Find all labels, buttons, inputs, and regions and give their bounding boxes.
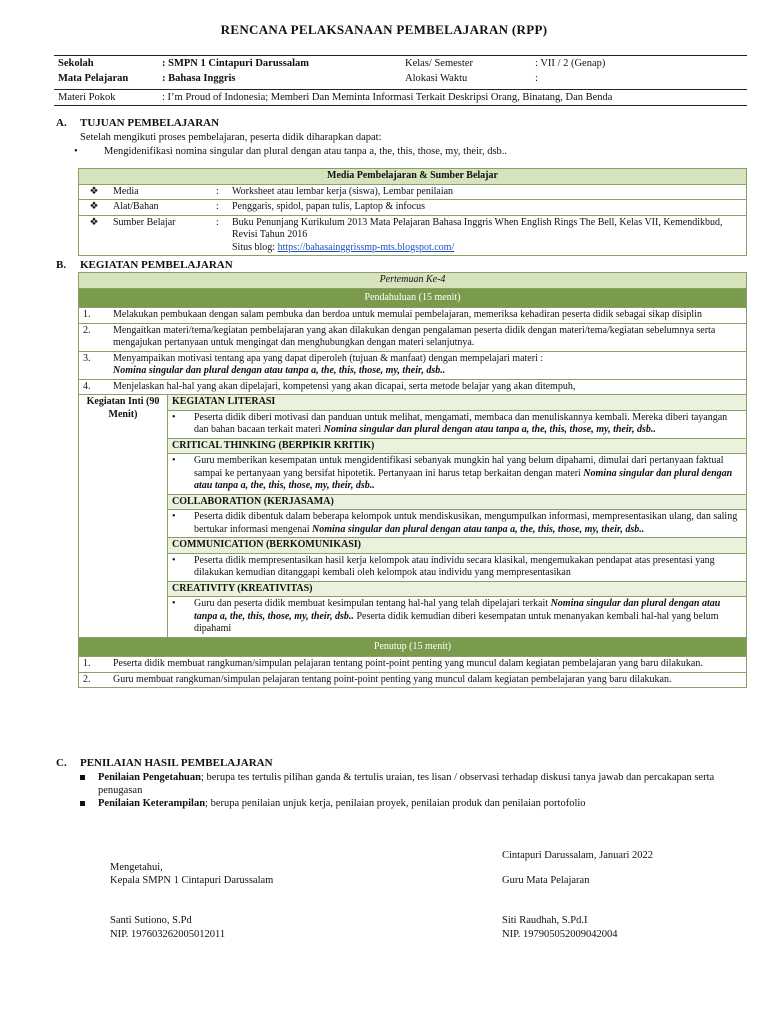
list-text: Menjelaskan hal-hal yang akan dipelajari, kompetensi yang akan dicapai, serta metode belajar yang akan ditempuh, [113, 380, 576, 392]
section-c-heading [56, 757, 273, 771]
mengetahui-label: Mengetahui, [110, 862, 163, 873]
collaboration-bold: Nomina singular dan plural dengan atau tanpa a, the, this, those, my, their, dsb.. [312, 523, 645, 535]
list-text-bold: Nomina singular dan plural dengan atau tanpa a, the, this, those, my, their, dsb.. [113, 365, 446, 376]
kegiatan-inti-label: Kegiatan Inti (90 Menit) [79, 395, 168, 638]
guru-nip: NIP. 197905052009042004 [502, 929, 618, 940]
identity-table [54, 55, 747, 86]
literasi-bold: Nomina singular dan plural dengan atau tanpa a, the, this, those, my, their, dsb.. [323, 424, 656, 435]
intro-list [79, 308, 747, 395]
media-row-value: Worksheet atau lembar kerja (siswa), Lembar penilaian [228, 184, 747, 200]
list-number: 2. [79, 323, 109, 351]
sumber-row-value [228, 215, 747, 256]
sekolah-value: : SMPN 1 Cintapuri Darussalam [162, 58, 310, 69]
bullet-icon: • [172, 455, 176, 466]
square-bullet-icon [80, 775, 85, 780]
bullet-icon: • [172, 554, 176, 566]
list-text [109, 351, 746, 379]
square-bullet-icon [80, 801, 85, 806]
list-number: 1. [79, 657, 109, 672]
diamond-bullet-icon: ❖ [79, 184, 110, 200]
media-row [79, 184, 747, 200]
blog-prefix: Situs blog: [232, 241, 278, 253]
kepala-nip: NIP. 197603262005012011 [110, 929, 226, 940]
section-b-title: KEGIATAN PEMBELAJARAN [80, 259, 233, 271]
list-text: Guru membuat rangkuman/simpulan pelajaran tentang point-point penting yang muncul dalam kegiatan pembelajaran yang baru dilakukan. [113, 673, 672, 685]
kepala-title: Kepala SMPN 1 Cintapuri Darussalam [110, 875, 274, 886]
document-title: RENCANA PELAKSANAAN PEMBELAJARAN (RPP) [220, 22, 548, 37]
creativity-tail: Peserta didik kemudian diberi kesempatan untuk menanyakan kembali hal-hal yang belum dipahami [194, 610, 719, 634]
section-a-intro: Setelah mengikuti proses pembelajaran, peserta didik diharapkan dapat: [80, 132, 382, 143]
sumber-text: Buku Penunjang Kurikulum 2013 Mata Pelajaran Bahasa Inggris When English Rings The Bell, Kelas VII, Kemendikbud, Revisi Tahun 2016 [232, 216, 723, 240]
penutup-header: Penutup (15 menit) [79, 637, 747, 657]
media-row-colon: : [212, 184, 228, 200]
list-item [79, 308, 746, 323]
alat-row-label: Alat/Bahan [109, 200, 212, 216]
alat-row-value: Penggaris, spidol, papan tulis, Laptop & infocus [228, 200, 747, 216]
penilaian-pengetahuan-text: ; berupa tes tertulis pilihan ganda & tertulis uraian, tes lisan / observasi terhadap diskusi tanya jawab dan percakapan serta penugasan [98, 772, 715, 797]
critical-bold: Nomina singular dan plural dengan atau tanpa a, the, this, those, my, their, dsb.. [194, 467, 733, 491]
kegiatan-table [78, 272, 747, 688]
list-item [79, 379, 746, 394]
inti-blocks [168, 395, 747, 638]
list-number: 2. [83, 673, 91, 685]
section-a-title: TUJUAN PEMBELAJARAN [80, 117, 220, 129]
creativity-bold: Nomina singular dan plural dengan atau tanpa a, the, this, those, my, their, dsb.. [194, 598, 721, 622]
diamond-bullet-icon: ❖ [79, 215, 110, 256]
alat-row-colon: : [212, 200, 228, 216]
penilaian-keterampilan-text: ; berupa penilaian unjuk kerja, penilaian proyek, penilaian produk dan penilaian portofolio [205, 798, 586, 809]
diamond-bullet-icon: ❖ [79, 200, 110, 216]
communication-heading: COMMUNICATION (BERKOMUNIKASI) [168, 538, 746, 554]
list-number: 1. [79, 308, 109, 323]
list-item [79, 323, 746, 351]
penilaian-keterampilan-label: Penilaian Keterampilan [98, 798, 206, 809]
alokasi-value: : [535, 73, 538, 85]
mapel-label: Mata Pelajaran [58, 73, 129, 85]
creativity-heading: CREATIVITY (KREATIVITAS) [168, 582, 746, 598]
section-a-number: A. [56, 117, 67, 129]
list-text: Melakukan pembukaan dengan salam pembuka dan berdoa untuk memulai pembelajaran, memeriksa kehadiran peserta didik sebagai sikap disiplin [109, 308, 746, 323]
list-text: Mengaitkan materi/tema/kegiatan pembelajaran yang akan dilakukan dengan pengalaman peserta didik dengan materi/tema/kegiatan sebelumnya serta mengajukan pertanyaan untuk mengingat dan menghubungkan dengan materi selanjutnya. [109, 323, 746, 351]
penilaian-pengetahuan-label: Penilaian Pengetahuan [98, 772, 201, 783]
collaboration-body [168, 510, 746, 538]
pertemuan-header: Pertemuan Ke-4 [79, 273, 747, 289]
list-item [79, 351, 746, 379]
section-b-heading [56, 259, 233, 273]
section-c-title: PENILAIAN HASIL PEMBELAJARAN [80, 757, 273, 769]
penilaian-item [80, 797, 740, 810]
sumber-row-colon: : [212, 215, 228, 256]
list-number: 3. [79, 351, 109, 379]
collaboration-text: Peserta didik dibentuk dalam beberapa kelompok untuk mendiskusikan, mengumpulkan informasi, mempresentasikan ulang, dan saling bertukar informasi mengenai [194, 511, 738, 535]
critical-heading: CRITICAL THINKING (BERPIKIR KRITIK) [168, 439, 746, 455]
literasi-heading: KEGIATAN LITERASI [168, 395, 746, 411]
bullet-icon: • [74, 146, 78, 157]
penilaian-item [80, 771, 740, 797]
sekolah-label: Sekolah [58, 58, 94, 69]
section-b-number: B. [56, 259, 67, 271]
kepala-name: Santi Sutiono, S.Pd [110, 915, 192, 926]
alat-row [79, 200, 747, 216]
creativity-body [168, 597, 746, 637]
creativity-text: Guru dan peserta didik membuat kesimpulan tentang hal-hal yang telah dipelajari terkait [194, 598, 551, 609]
list-item [79, 657, 746, 672]
critical-body [168, 454, 746, 495]
kelas-label: Kelas/ Semester [405, 58, 473, 69]
communication-text: Peserta didik mempresentasikan hasil kerja kelompok atau individu secara klasikal, mengemukakan pendapat atas presentasi yang dilakukan kemudian ditanggapi kembali oleh kelompok atau individu yang mempresentasikan [194, 554, 715, 578]
sumber-row-label: Sumber Belajar [109, 215, 212, 256]
critical-text: Guru memberikan kesempatan untuk mengidentifikasi sebanyak mungkin hal yang belum dipahami, dimulai dari pertanyaan faktual sampai ke pertanyaan yang bersifat hipotetik. Pertanyaan ini harus tetap berkaitan dengan materi [194, 455, 724, 479]
guru-name: Siti Raudhah, S.Pd.I [502, 915, 588, 926]
list-text: Peserta didik membuat rangkuman/simpulan pelajaran tentang point-point penting yang muncul dalam kegiatan pembelajaran yang baru dilakukan. [109, 657, 746, 672]
blog-link[interactable]: https://bahasainggrissmp-mts.blogspot.com/ [277, 241, 455, 253]
sumber-row [79, 215, 747, 256]
section-a-item [74, 145, 507, 158]
kelas-value: : VII / 2 (Genap) [535, 58, 606, 69]
collaboration-heading: COLLABORATION (KERJASAMA) [168, 495, 746, 511]
place-date: Cintapuri Darussalam, Januari 2022 [502, 850, 654, 861]
materi-value: : I’m Proud of Indonesia; Memberi Dan Meminta Informasi Terkait Deskripsi Orang, Binatang, Dan Benda [162, 92, 613, 103]
list-text-plain: Menyampaikan motivasi tentang apa yang dapat diperoleh (tujuan & manfaat) dengan mempelajari materi : [113, 352, 544, 364]
materi-label: Materi Pokok [58, 92, 116, 103]
literasi-text: Peserta didik diberi motivasi dan panduan untuk melihat, mengamati, membaca dan menuliskannya kembali. Mereka diberi tayangan dan bahan bacaan terkait materi [194, 411, 728, 435]
bullet-icon: • [172, 511, 176, 522]
bullet-icon: • [172, 598, 176, 609]
section-a-heading [56, 117, 219, 131]
bullet-icon: • [172, 411, 176, 423]
closing-list [79, 657, 747, 688]
media-table-header: Media Pembelajaran & Sumber Belajar [79, 169, 747, 185]
mapel-value: : Bahasa Inggris [162, 73, 236, 85]
literasi-body [168, 411, 746, 439]
media-table [78, 168, 747, 256]
section-c-number: C. [56, 757, 67, 769]
pendahuluan-header: Pendahuluan (15 menit) [79, 288, 747, 308]
section-a-item-text: Mengidenifikasi nomina singular dan plural dengan atau tanpa a, the, this, those, my, their, dsb.. [104, 146, 508, 157]
guru-title: Guru Mata Pelajaran [502, 875, 590, 886]
materi-row [54, 89, 747, 106]
list-item [79, 672, 746, 687]
alokasi-label: Alokasi Waktu [405, 73, 468, 85]
media-row-label: Media [109, 184, 212, 200]
communication-body [168, 554, 746, 582]
list-number: 4. [83, 380, 91, 392]
